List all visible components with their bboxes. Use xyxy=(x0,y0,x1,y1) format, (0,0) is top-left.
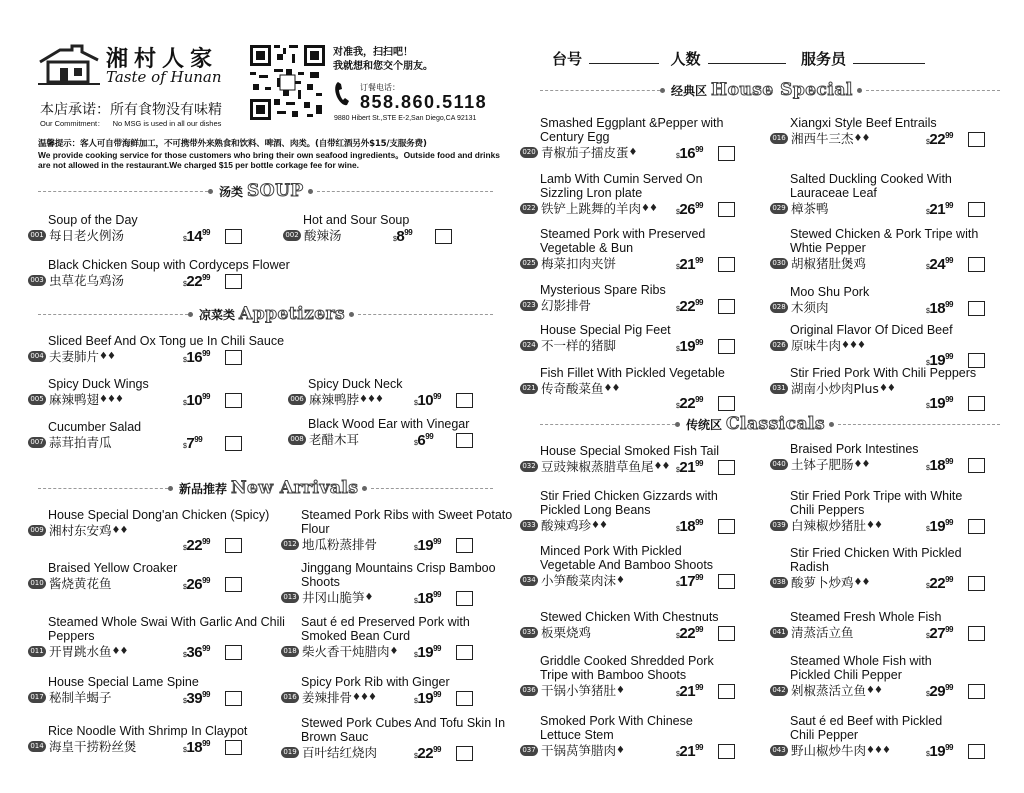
menu-item xyxy=(770,227,990,271)
item-number-badge: 025 xyxy=(520,258,538,269)
item-name-zh: 姜辣排骨 xyxy=(302,690,353,705)
menu-item xyxy=(770,714,950,758)
item-price: $\$19^{99}$ xyxy=(414,537,441,554)
item-price: $\$22^{99}$ xyxy=(676,395,703,412)
item-number-badge: 016 xyxy=(281,692,299,703)
item-number-badge: 030 xyxy=(770,258,788,269)
item-number-badge: 034 xyxy=(520,575,538,586)
item-name-zh: 麻辣鸭脖 xyxy=(309,392,360,407)
item-number-badge: 032 xyxy=(520,461,538,472)
chili-pepper-icon: ♦♦ xyxy=(603,383,620,394)
menu-item xyxy=(28,724,288,754)
order-checkbox[interactable] xyxy=(225,393,242,408)
item-name-zh: 蒜茸拍青瓜 xyxy=(49,435,112,450)
item-name-en: House Special Smoked Fish Tail xyxy=(540,444,720,458)
menu-item xyxy=(770,546,990,590)
item-name-zh: 湘村东安鸡 xyxy=(49,523,112,538)
menu-item xyxy=(281,561,531,605)
item-name-en: Stewed Chicken With Chestnuts xyxy=(540,610,719,624)
item-price: $\$16^{99}$ xyxy=(676,145,703,162)
item-price: $\$19^{99}$ xyxy=(414,644,441,661)
order-checkbox[interactable] xyxy=(718,519,735,534)
item-number-badge: 009 xyxy=(28,525,46,536)
order-checkbox[interactable] xyxy=(225,229,242,244)
item-name-zh: 井冈山脆笋 xyxy=(302,590,365,605)
item-name-en: Hot and Sour Soup xyxy=(303,213,410,227)
order-checkbox[interactable] xyxy=(968,458,985,473)
chili-pepper-icon: ♦♦♦ xyxy=(841,340,865,351)
item-price: $\$26^{99}$ xyxy=(676,201,703,218)
logo-zh: 湘村人家 xyxy=(106,46,219,72)
chili-pepper-icon: ♦ xyxy=(616,685,624,696)
item-number-badge: 018 xyxy=(281,646,299,657)
item-name-zh: 青椒茄子擂皮蛋 xyxy=(541,145,629,160)
order-checkbox[interactable] xyxy=(225,577,242,592)
chili-pepper-icon: ♦♦ xyxy=(99,351,115,362)
order-checkbox[interactable] xyxy=(968,257,985,272)
order-checkbox[interactable] xyxy=(968,576,985,591)
order-checkbox[interactable] xyxy=(718,684,735,699)
item-number-badge: 024 xyxy=(520,340,538,351)
item-name-en: Braised Yellow Croaker xyxy=(48,561,178,575)
item-price: $\$10^{99}$ xyxy=(183,392,210,409)
menu-item xyxy=(770,116,990,146)
item-name-zh: 清蒸活立鱼 xyxy=(791,625,854,640)
item-name-en: Soup of the Day xyxy=(48,213,138,227)
item-name-zh: 每日老火例汤 xyxy=(49,228,125,243)
address: 9880 Hibert St.,STE E-2,San Diego,CA 92131 xyxy=(334,115,477,122)
item-name-en: Steamed Whole Swai With Garlic And Chili Peppers xyxy=(48,615,285,643)
item-name-zh: 木须肉 xyxy=(791,300,829,315)
item-price: $\$19^{99}$ xyxy=(926,518,953,535)
menu-item xyxy=(520,610,750,640)
table-number-label: 台号 xyxy=(552,50,583,68)
item-name-zh: 夫妻肺片 xyxy=(49,349,100,364)
chili-pepper-icon: ♦ xyxy=(628,147,637,158)
order-checkbox[interactable] xyxy=(456,645,473,660)
item-name-en: Stir Fried Pork Tripe with White Chili Peppers xyxy=(790,489,963,517)
item-name-zh: 地瓜粉蒸排骨 xyxy=(302,537,378,552)
item-price: $\$21^{99}$ xyxy=(676,743,703,760)
item-number-badge: 029 xyxy=(770,203,788,214)
order-checkbox[interactable] xyxy=(968,519,985,534)
item-name-en: Braised Pork Intestines xyxy=(790,442,919,456)
order-checkbox[interactable] xyxy=(225,350,242,365)
phone-number[interactable]: 858.860.5118 xyxy=(360,92,488,112)
item-name-zh: 酱烧黄花鱼 xyxy=(49,576,112,591)
item-number-badge: 005 xyxy=(28,394,46,405)
chili-pepper-icon: ♦♦♦ xyxy=(352,692,376,703)
menu-item xyxy=(520,714,700,758)
item-name-en: Smoked Pork With Chinese Lettuce Stem xyxy=(540,714,693,742)
item-name-en: Moo Shu Pork xyxy=(790,285,870,299)
restaurant-logo xyxy=(38,42,238,92)
section-new-arrivals: 新品推荐 New Arrivals xyxy=(38,478,493,498)
item-name-zh: 豆豉辣椒蒸腊草鱼尾 xyxy=(541,459,654,474)
menu-item xyxy=(28,508,288,538)
menu-item xyxy=(281,716,516,760)
item-number-badge: 010 xyxy=(28,578,46,589)
qr-code[interactable] xyxy=(250,45,325,120)
item-price: $\$22^{99}$ xyxy=(183,273,210,290)
item-price: $\$22^{99}$ xyxy=(676,298,703,315)
item-name-en: Black Wood Ear with Vinegar xyxy=(308,417,470,431)
chili-pepper-icon: ♦♦ xyxy=(641,203,657,214)
order-checkbox[interactable] xyxy=(718,460,735,475)
chili-pepper-icon: ♦ xyxy=(616,575,624,586)
menu-item xyxy=(520,172,740,216)
chili-pepper-icon: ♦♦♦ xyxy=(866,745,890,756)
chili-pepper-icon: ♦♦ xyxy=(878,383,895,394)
item-name-zh: 湘西牛三杰 xyxy=(791,131,854,146)
order-checkbox[interactable] xyxy=(225,691,242,706)
item-name-zh: 剁椒蒸活立鱼 xyxy=(791,683,867,698)
item-number-badge: 040 xyxy=(770,459,788,470)
item-name-zh: 海皇干捞粉丝煲 xyxy=(49,739,137,754)
chili-pepper-icon: ♦♦ xyxy=(866,520,882,531)
order-checkbox[interactable] xyxy=(456,746,473,761)
item-number-badge: 028 xyxy=(770,302,788,313)
item-name-zh: 秘制羊蝎子 xyxy=(49,690,112,705)
item-number-badge: 037 xyxy=(520,745,538,756)
chili-pepper-icon: ♦♦ xyxy=(853,459,870,470)
item-number-badge: 003 xyxy=(28,275,46,286)
item-name-zh: 开胃跳水鱼 xyxy=(49,644,112,659)
item-number-badge: 035 xyxy=(520,627,538,638)
chili-pepper-icon: ♦♦ xyxy=(591,520,607,531)
menu-item xyxy=(770,610,990,640)
menu-item xyxy=(28,675,288,705)
item-number-badge: 041 xyxy=(770,627,788,638)
item-price: $\$10^{99}$ xyxy=(414,392,441,409)
chili-pepper-icon: ♦♦ xyxy=(866,685,882,696)
menu-item xyxy=(770,323,990,353)
chili-pepper-icon: ♦♦ xyxy=(653,461,670,472)
chili-pepper-icon: ♦♦♦ xyxy=(99,394,123,405)
item-name-zh: 土钵子肥肠 xyxy=(791,457,854,472)
item-price: $\$18^{99}$ xyxy=(676,518,703,535)
item-number-badge: 001 xyxy=(28,230,46,241)
item-name-zh: 幻影排骨 xyxy=(541,298,592,313)
item-price: $\$18^{99}$ xyxy=(926,457,953,474)
menu-item xyxy=(281,508,516,552)
item-name-en: Steamed Pork Ribs with Sweet Potato Flour xyxy=(301,508,513,536)
item-price: $\$21^{99}$ xyxy=(926,201,953,218)
item-name-zh: 传奇酸菜鱼 xyxy=(541,381,604,396)
item-name-en: Spicy Duck Wings xyxy=(48,377,149,391)
menu-item xyxy=(770,285,990,315)
item-name-zh: 酸萝卜炒鸡 xyxy=(791,575,854,590)
item-price: $\$17^{99}$ xyxy=(676,573,703,590)
item-number-badge: 016 xyxy=(770,133,788,144)
menu-item xyxy=(770,366,1015,396)
item-price: $\$21^{99}$ xyxy=(676,256,703,273)
item-number-badge: 020 xyxy=(520,147,538,158)
item-name-en: Cucumber Salad xyxy=(48,420,142,434)
item-price: $\$26^{99}$ xyxy=(183,576,210,593)
item-name-zh: 麻辣鸭翅 xyxy=(49,392,100,407)
menu-item xyxy=(770,442,990,472)
order-checkbox[interactable] xyxy=(718,396,735,411)
order-checkbox[interactable] xyxy=(456,538,473,553)
item-name-en: Steamed Fresh Whole Fish xyxy=(790,610,942,624)
item-number-badge: 013 xyxy=(281,592,299,603)
item-name-en: Spicy Pork Rib with Ginger xyxy=(301,675,450,689)
section-appetizers: 凉菜类 Appetizers xyxy=(38,304,493,324)
item-number-badge: 026 xyxy=(770,340,788,351)
item-name-en: House Special Pig Feet xyxy=(540,323,671,337)
item-name-en: Fish Fillet With Pickled Vegetable xyxy=(540,366,725,380)
item-price: $\$39^{99}$ xyxy=(183,690,210,707)
menu-item xyxy=(28,561,288,591)
item-name-zh: 百叶结红烧肉 xyxy=(302,745,378,760)
order-checkbox[interactable] xyxy=(718,744,735,759)
item-price: $\$19^{99}$ xyxy=(926,743,953,760)
item-name-zh: 板栗烧鸡 xyxy=(541,625,592,640)
item-name-zh: 虫草花乌鸡汤 xyxy=(49,273,125,288)
item-name-en: Mysterious Spare Ribs xyxy=(540,283,666,297)
item-name-zh: 酸辣汤 xyxy=(304,228,342,243)
menu-item xyxy=(281,675,516,705)
order-checkbox[interactable] xyxy=(968,744,985,759)
item-name-zh: 小笋酸菜肉沫 xyxy=(541,573,617,588)
item-name-en: Jinggang Mountains Crisp Bamboo Shoots xyxy=(301,561,496,589)
item-name-en: Smashed Eggplant &Pepper with Century Egg xyxy=(540,116,724,144)
chili-pepper-icon: ♦♦ xyxy=(111,525,128,536)
order-checkbox[interactable] xyxy=(225,645,242,660)
chili-pepper-icon: ♦♦♦ xyxy=(359,394,383,405)
chili-pepper-icon: ♦ xyxy=(616,745,624,756)
item-number-badge: 019 xyxy=(281,747,299,758)
item-name-zh: 梅菜扣肉夹饼 xyxy=(541,256,617,271)
item-number-badge: 023 xyxy=(520,300,538,311)
item-price: $\$18^{99}$ xyxy=(183,739,210,756)
item-name-zh: 酸辣鸡珍 xyxy=(541,518,592,533)
order-checkbox[interactable] xyxy=(225,740,242,755)
item-price: $\$21^{99}$ xyxy=(676,459,703,476)
menu-item xyxy=(28,615,288,659)
item-number-badge: 043 xyxy=(770,745,788,756)
reminder-en: We provide cooking service for those customers who bring their own seafood ingredients。Outside food and drinks are not allowed in the restaurant.We charged $15 per bottle corkage fee for wine. xyxy=(38,150,500,170)
phone-icon xyxy=(333,80,353,108)
menu-item xyxy=(28,213,288,243)
item-price: $\$8^{99}$ xyxy=(393,228,413,245)
item-name-en: Black Chicken Soup with Cordyceps Flower xyxy=(48,258,290,272)
order-checkbox[interactable] xyxy=(225,436,242,451)
item-name-en: House Special Dong'an Chicken (Spicy) xyxy=(48,508,270,522)
section-soup: 汤类 SOUP xyxy=(38,181,493,201)
item-name-zh: 樟茶鸭 xyxy=(791,201,829,216)
menu-item xyxy=(520,366,765,396)
server-label: 服务员 xyxy=(800,50,846,68)
item-name-en: Steamed Pork with Preserved Vegetable & Bun xyxy=(540,227,706,255)
menu-item xyxy=(288,417,518,447)
table-number-field[interactable] xyxy=(589,63,659,64)
reminder-zh: 温馨提示：客人可自带海鲜加工，不可携带外来熟食和饮料、啤酒、肉类。(自带红酒另外$15/支服务费) xyxy=(38,139,427,149)
item-number-badge: 017 xyxy=(28,692,46,703)
logo-en: Taste of Hunan xyxy=(106,68,222,86)
item-name-en: Spicy Duck Neck xyxy=(308,377,403,391)
item-price: $\$18^{99}$ xyxy=(414,590,441,607)
phone-label: 订餐电话： xyxy=(360,83,400,92)
item-name-en: Original Flavor Of Diced Beef xyxy=(790,323,953,337)
commitment-en: Our Commitment： No MSG is used in all our dishes xyxy=(40,119,222,128)
order-checkbox[interactable] xyxy=(456,433,473,448)
item-name-en: Sliced Beef And Ox Tong ue In Chili Sauce xyxy=(48,334,285,348)
chili-pepper-icon: ♦ xyxy=(364,592,373,603)
item-name-zh: 不一样的猪脚 xyxy=(541,338,617,353)
order-checkbox[interactable] xyxy=(718,574,735,589)
item-name-en: House Special Lame Spine xyxy=(48,675,199,689)
item-price: $\$22^{99}$ xyxy=(926,131,953,148)
item-number-badge: 014 xyxy=(28,741,46,752)
item-price: $\$24^{99}$ xyxy=(926,256,953,273)
order-checkbox[interactable] xyxy=(718,146,735,161)
item-number-badge: 033 xyxy=(520,520,538,531)
item-number-badge: 038 xyxy=(770,577,788,588)
item-number-badge: 008 xyxy=(288,434,306,445)
server-field[interactable] xyxy=(853,63,925,64)
item-name-en: Stewed Chicken & Pork Tripe with Whtie Pepper xyxy=(790,227,979,255)
item-name-en: Stir Fried Chicken Gizzards with Pickled Long Beans xyxy=(540,489,718,517)
chili-pepper-icon: ♦ xyxy=(389,646,398,657)
commitment-zh: 本店承诺：所有食物没有味精 xyxy=(40,102,222,118)
people-count-label: 人数 xyxy=(670,50,701,68)
section-house-special: 经典区 House Special xyxy=(540,80,1000,100)
order-checkbox[interactable] xyxy=(435,229,452,244)
item-price: $\$21^{99}$ xyxy=(676,683,703,700)
item-price: $\$36^{99}$ xyxy=(183,644,210,661)
item-name-en: Salted Duckling Cooked With Lauraceae Leaf xyxy=(790,172,952,200)
item-price: $\$6^{99}$ xyxy=(414,432,434,449)
item-number-badge: 006 xyxy=(288,394,306,405)
item-name-zh: 铁铲上跳舞的羊肉 xyxy=(541,201,642,216)
order-checkbox[interactable] xyxy=(456,691,473,706)
item-number-badge: 002 xyxy=(283,230,301,241)
item-number-badge: 036 xyxy=(520,685,538,696)
menu-item xyxy=(770,489,990,533)
item-name-en: Lamb With Cumin Served On Sizzling Lron plate xyxy=(540,172,703,200)
item-name-en: Minced Pork With Pickled Vegetable And Bamboo Shoots xyxy=(540,544,714,572)
chili-pepper-icon: ♦♦ xyxy=(853,577,870,588)
item-price: $\$22^{99}$ xyxy=(926,575,953,592)
item-number-badge: 004 xyxy=(28,351,46,362)
item-name-zh: 白辣椒炒猪肚 xyxy=(791,518,867,533)
item-price: $\$18^{99}$ xyxy=(926,300,953,317)
item-number-badge: 031 xyxy=(770,383,788,394)
item-price: $\$19^{99}$ xyxy=(926,352,953,369)
menu-item xyxy=(520,283,740,313)
item-number-badge: 012 xyxy=(281,539,299,550)
order-checkbox[interactable] xyxy=(225,538,242,553)
item-name-zh: 原味牛肉 xyxy=(791,338,842,353)
order-checkbox[interactable] xyxy=(968,202,985,217)
order-checkbox[interactable] xyxy=(456,591,473,606)
item-price: $\$22^{99}$ xyxy=(414,745,441,762)
order-checkbox[interactable] xyxy=(718,626,735,641)
item-price: $\$22^{99}$ xyxy=(676,625,703,642)
chili-pepper-icon: ♦♦ xyxy=(853,133,870,144)
item-name-en: Stewed Pork Cubes And Tofu Skin In Brown Sauc xyxy=(301,716,506,744)
house-logo-icon xyxy=(38,42,100,88)
order-checkbox[interactable] xyxy=(968,684,985,699)
item-price: $\$16^{99}$ xyxy=(183,349,210,366)
section-classicals: 传统区 Classicals xyxy=(540,414,1000,434)
item-name-zh: 胡椒猪肚煲鸡 xyxy=(791,256,867,271)
order-checkbox[interactable] xyxy=(225,274,242,289)
menu-item xyxy=(520,116,740,160)
item-name-en: Stir Fried Pork With Chili Peppers xyxy=(790,366,977,380)
item-name-zh: 干锅小笋猪肚 xyxy=(541,683,617,698)
order-checkbox[interactable] xyxy=(968,396,985,411)
order-checkbox[interactable] xyxy=(968,132,985,147)
item-number-badge: 011 xyxy=(28,646,46,657)
menu-item xyxy=(520,544,740,588)
item-price: $\$7^{99}$ xyxy=(183,435,203,452)
item-name-en: Stir Fried Chicken With Pickled Radish xyxy=(790,546,962,574)
item-number-badge: 042 xyxy=(770,685,788,696)
order-checkbox[interactable] xyxy=(718,257,735,272)
item-price: $\$19^{99}$ xyxy=(414,690,441,707)
order-checkbox[interactable] xyxy=(968,626,985,641)
menu-item xyxy=(281,615,516,659)
item-name-en: Griddle Cooked Shredded Pork Tripe with Bamboo Shoots xyxy=(540,654,714,682)
item-name-en: Xiangxi Style Beef Entrails xyxy=(790,116,937,130)
menu-item xyxy=(283,213,483,243)
order-checkbox[interactable] xyxy=(968,301,985,316)
item-name-zh: 柴火香干炖腊肉 xyxy=(302,644,390,659)
item-name-en: Saut é ed Preserved Pork with Smoked Bean Curd xyxy=(301,615,470,643)
menu-item xyxy=(520,227,740,271)
item-name-en: Rice Noodle With Shrimp In Claypot xyxy=(48,724,248,738)
chili-pepper-icon: ♦♦ xyxy=(111,646,128,657)
order-checkbox[interactable] xyxy=(718,202,735,217)
order-checkbox[interactable] xyxy=(718,299,735,314)
item-price: $\$19^{99}$ xyxy=(676,338,703,355)
order-checkbox[interactable] xyxy=(456,393,473,408)
item-name-en: Steamed Whole Fish with Pickled Chili Pepper xyxy=(790,654,932,682)
item-name-en: Saut é ed Beef with Pickled Chili Pepper xyxy=(790,714,943,742)
item-name-zh: 湖南小炒肉Plus xyxy=(791,381,879,396)
item-price: $\$29^{99}$ xyxy=(926,683,953,700)
item-number-badge: 007 xyxy=(28,437,46,448)
item-price: $\$22^{99}$ xyxy=(183,537,210,554)
scan-prompt: 对准我，扫扫吧！ 我就想和您交个朋友。 xyxy=(333,47,433,72)
item-name-zh: 野山椒炒牛肉 xyxy=(791,743,867,758)
order-checkbox[interactable] xyxy=(718,339,735,354)
item-number-badge: 022 xyxy=(520,203,538,214)
menu-item xyxy=(520,654,740,698)
menu-item xyxy=(288,377,468,407)
order-header xyxy=(552,48,925,69)
item-name-zh: 干锅莴笋腊肉 xyxy=(541,743,617,758)
item-price: $\$19^{99}$ xyxy=(926,395,953,412)
item-price: $\$27^{99}$ xyxy=(926,625,953,642)
people-count-field[interactable] xyxy=(708,63,786,64)
item-name-zh: 老醋木耳 xyxy=(309,432,360,447)
item-price: $\$14^{99}$ xyxy=(183,228,210,245)
item-number-badge: 021 xyxy=(520,383,538,394)
item-number-badge: 039 xyxy=(770,520,788,531)
menu-item xyxy=(520,323,740,353)
